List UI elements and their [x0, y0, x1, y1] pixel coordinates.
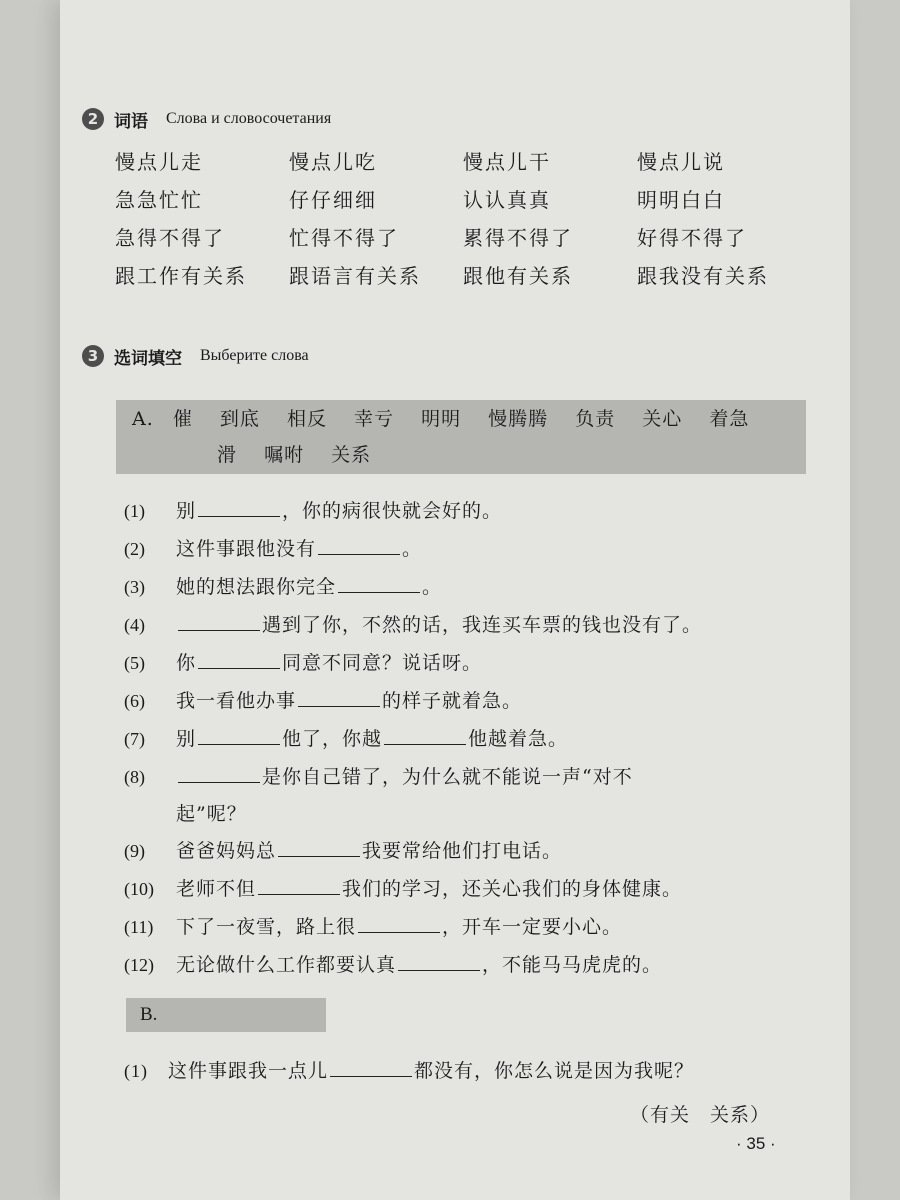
vocab-word: 慢点儿吃 [289, 150, 377, 174]
exercise-number: (2) [124, 539, 145, 559]
exercise-item [124, 834, 814, 872]
exercise-text-segment: 是你自己错了，为什么就不能说一声“对不 [262, 766, 633, 788]
answer-blank[interactable] [278, 836, 360, 857]
vocab-word: 认认真真 [463, 188, 551, 212]
answer-blank[interactable] [338, 572, 420, 593]
exercise-item [124, 570, 814, 608]
answer-blank[interactable] [330, 1056, 412, 1077]
exercise-item [124, 684, 814, 722]
exercise-number: (1) [124, 1061, 148, 1081]
exercise-number: (4) [124, 615, 145, 635]
vocab-word: 明明白白 [637, 188, 725, 212]
word-bank-word: 负责 [575, 408, 616, 430]
exercise-text-segment: 别 [176, 500, 197, 522]
exercise-text [176, 910, 622, 944]
section-3-number: 3 [82, 345, 104, 367]
word-bank-a [116, 400, 806, 474]
page-number: · 35 · [736, 1134, 776, 1153]
exercise-number: (7) [124, 729, 145, 749]
exercise-item [124, 760, 814, 834]
part-a-label: A. [132, 408, 154, 430]
exercise-number: (11) [124, 917, 154, 937]
textbook-page [60, 0, 850, 1200]
vocab-word: 慢点儿走 [115, 150, 203, 174]
exercise-text-segment: 这件事跟我一点儿 [168, 1060, 329, 1082]
answer-blank[interactable] [358, 912, 440, 933]
vocab-word: 跟工作有关系 [115, 264, 247, 288]
exercise-text-segment: 。 [422, 576, 443, 598]
word-choice-hint [630, 1100, 770, 1127]
exercise-text-continuation: 起”呢？ [176, 803, 247, 825]
exercise-text-segment: 老师不但 [176, 878, 257, 900]
exercise-number: (5) [124, 653, 145, 673]
answer-blank[interactable] [198, 496, 280, 517]
word-bank-word: 滑 [217, 444, 238, 466]
word-bank-word: 嘱咐 [264, 444, 305, 466]
section-3-heading [82, 341, 309, 371]
exercise-text [176, 722, 568, 756]
word-bank-word: 着急 [709, 408, 750, 430]
answer-blank[interactable] [384, 724, 466, 745]
section-2-title-ru: Слова и словосочетания [166, 110, 332, 127]
exercise-item [124, 872, 814, 910]
exercise-text [176, 646, 482, 680]
exercise-item [124, 948, 814, 986]
exercise-item [124, 910, 814, 948]
exercise-text-segment: 下了一夜雪，路上很 [176, 916, 357, 938]
exercise-number: (1) [124, 501, 145, 521]
exercise-list-a [124, 494, 814, 986]
vocab-word: 急得不得了 [115, 226, 225, 250]
exercise-text [176, 494, 502, 528]
section-2-number: 2 [82, 108, 104, 130]
exercise-number: (8) [124, 767, 145, 787]
exercise-text [176, 570, 442, 604]
exercise-item [124, 494, 814, 532]
exercise-number: (6) [124, 691, 145, 711]
exercise-text-segment: ，不能马马虎虎的。 [482, 954, 663, 976]
vocab-word: 仔仔细细 [289, 188, 377, 212]
word-bank-word: 关系 [331, 444, 372, 466]
exercise-text [176, 532, 422, 566]
vocab-word: 急急忙忙 [115, 188, 203, 212]
word-bank-word: 到底 [219, 408, 260, 430]
answer-blank[interactable] [198, 724, 280, 745]
part-b-header: B. [126, 998, 326, 1032]
exercise-text [176, 684, 522, 718]
answer-blank[interactable] [198, 648, 280, 669]
word-bank-word: 关心 [642, 408, 683, 430]
vocab-word: 跟语言有关系 [289, 264, 421, 288]
exercise-text [176, 948, 662, 982]
exercise-text-segment: 她的想法跟你完全 [176, 576, 337, 598]
exercise-number: (12) [124, 955, 154, 975]
word-bank-word: 慢腾腾 [488, 408, 549, 430]
exercise-text-segment: 我们的学习，还关心我们的身体健康。 [342, 878, 683, 900]
exercise-text-segment: 我要常给他们打电话。 [362, 840, 563, 862]
answer-blank[interactable] [258, 874, 340, 895]
word-bank-word: 相反 [286, 408, 327, 430]
exercise-text-segment: 这件事跟他没有 [176, 538, 317, 560]
exercise-item [124, 608, 814, 646]
hint-word: （有关 [630, 1104, 691, 1126]
word-bank-row-2 [217, 438, 391, 472]
exercise-text-segment: 遇到了你，不然的话，我连买车票的钱也没有了。 [262, 614, 703, 636]
exercise-text-segment: ，你的病很快就会好的。 [282, 500, 503, 522]
exercise-text-segment: 的样子就着急。 [382, 690, 523, 712]
exercise-text-segment: ，开车一定要小心。 [442, 916, 623, 938]
word-bank-word: 幸亏 [354, 408, 395, 430]
vocab-word: 慢点儿干 [463, 150, 551, 174]
section-3-title-ru: Выберите слова [200, 347, 309, 364]
answer-blank[interactable] [298, 686, 380, 707]
vocab-word: 慢点儿说 [637, 150, 725, 174]
exercise-text [176, 872, 682, 906]
answer-blank[interactable] [398, 950, 480, 971]
vocab-word: 跟我没有关系 [637, 264, 769, 288]
vocab-word: 忙得不得了 [289, 226, 399, 250]
exercise-text-segment: 他了，你越 [282, 728, 383, 750]
answer-blank[interactable] [178, 610, 260, 631]
exercise-text-segment: 我一看他办事 [176, 690, 297, 712]
exercise-item [124, 646, 814, 684]
exercise-text-segment: 别 [176, 728, 197, 750]
exercise-number: (10) [124, 879, 154, 899]
word-bank-word: 催 [172, 408, 193, 430]
exercise-number: (9) [124, 841, 145, 861]
exercise-text-segment: 他越着急。 [468, 728, 569, 750]
exercise-text-segment: 。 [402, 538, 423, 560]
exercise-text [176, 834, 562, 868]
exercise-text-segment: 无论做什么工作都要认真 [176, 954, 397, 976]
answer-blank[interactable] [318, 534, 400, 555]
exercise-text [176, 608, 702, 642]
vocab-word: 好得不得了 [637, 226, 747, 250]
exercise-item [124, 722, 814, 760]
exercise-number: (3) [124, 577, 145, 597]
word-bank-word: 明明 [421, 408, 462, 430]
exercise-item [124, 532, 814, 570]
exercise-text [176, 760, 633, 794]
section-2-title-zh: 词语 [114, 111, 148, 132]
section-2-heading [82, 104, 331, 134]
exercise-text-segment: 都没有，你怎么说是因为我呢？ [414, 1060, 695, 1082]
exercise-text-segment: 爸爸妈妈总 [176, 840, 277, 862]
vocab-word: 累得不得了 [463, 226, 573, 250]
exercise-text-segment: 你 [176, 652, 197, 674]
vocab-grid [115, 148, 805, 290]
vocab-word: 跟他有关系 [463, 264, 573, 288]
hint-word: 关系） [710, 1104, 771, 1126]
answer-blank[interactable] [178, 762, 260, 783]
section-3-title-zh: 选词填空 [114, 348, 182, 369]
exercise-item-b [124, 1056, 694, 1083]
exercise-text-segment: 同意不同意？说话呀。 [282, 652, 483, 674]
word-bank-row-1 [132, 402, 749, 436]
